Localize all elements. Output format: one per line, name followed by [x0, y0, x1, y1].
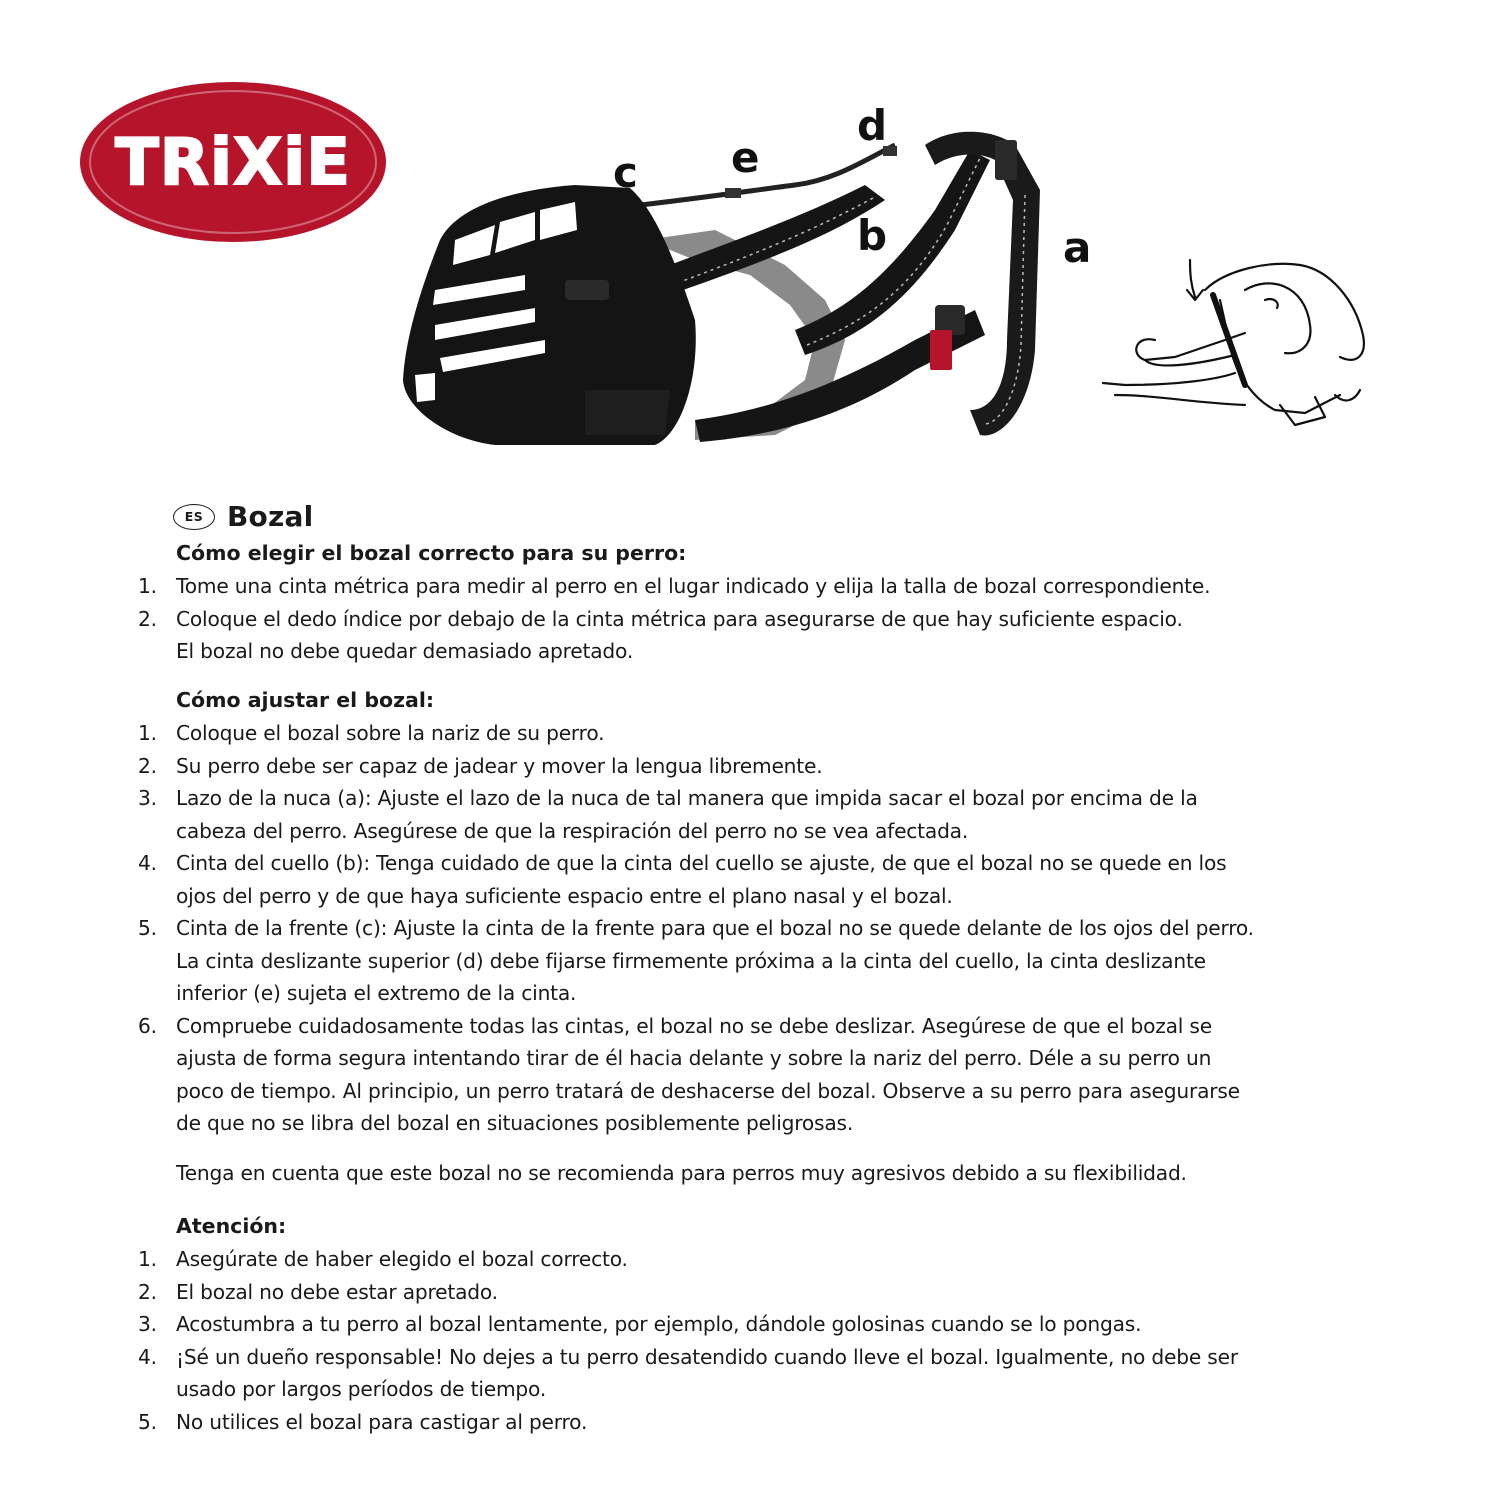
numbered-list — [0, 717, 1500, 1140]
list-item — [0, 1308, 1500, 1341]
list-item-number: 2. — [138, 1279, 157, 1304]
list-item-number: 1. — [138, 1247, 157, 1271]
dog-measuring-sketch — [1095, 245, 1370, 445]
section-attention — [0, 1210, 1500, 1438]
list-item-number: 3. — [138, 1312, 157, 1336]
list-item — [0, 603, 1500, 668]
logo-wordmark: TRiXiE — [115, 126, 351, 200]
section-choose-muzzle — [0, 537, 1500, 668]
section-heading: Atención: — [176, 1214, 287, 1238]
list-item — [0, 912, 1500, 1010]
list-item-number: 1. — [138, 574, 157, 598]
list-item — [0, 570, 1500, 603]
list-item — [0, 1406, 1500, 1439]
muzzle-diagram — [395, 90, 1115, 460]
list-item-number: 2. — [138, 606, 157, 631]
section-heading: Cómo elegir el bozal correcto para su perro: — [176, 541, 687, 565]
list-item-line: La cinta deslizante superior (d) debe fijarse firmemente próxima a la cinta del cuello, la cinta deslizante — [176, 948, 1206, 973]
list-item-line: Su perro debe ser capaz de jadear y mover la lengua libremente. — [176, 753, 823, 778]
label-e: e — [731, 133, 760, 182]
list-item-line: de que no se libra del bozal en situaciones posiblemente peligrosas. — [176, 1111, 854, 1135]
list-item-line: usado por largos períodos de tiempo. — [176, 1377, 547, 1401]
list-item-number: 5. — [138, 916, 157, 940]
list-item-line: No utilices el bozal para castigar al perro. — [176, 1409, 588, 1434]
label-d: d — [857, 101, 888, 150]
label-a: a — [1063, 223, 1092, 272]
numbered-list — [0, 570, 1500, 668]
list-item-line: El bozal no debe quedar demasiado apretado. — [176, 639, 634, 663]
list-item-number: 3. — [138, 786, 157, 810]
numbered-list — [0, 1243, 1500, 1438]
list-item — [0, 717, 1500, 750]
list-item-line: El bozal no debe estar apretado. — [176, 1279, 498, 1304]
list-item-line: Cinta del cuello (b): Tenga cuidado de que la cinta del cuello se ajuste, de que el bozal no se quede en los — [176, 851, 1227, 875]
list-item — [0, 1341, 1500, 1406]
list-item-line: Cinta de la frente (c): Ajuste la cinta de la frente para que el bozal no se quede delante de los ojos del perro. — [176, 916, 1254, 940]
list-item — [0, 1243, 1500, 1276]
list-item-line: Lazo de la nuca (a): Ajuste el lazo de la nuca de tal manera que impida sacar el bozal por encima de la — [176, 786, 1198, 810]
document-title: Bozal — [227, 499, 314, 533]
title-row — [173, 497, 313, 537]
list-item-line: Acostumbra a tu perro al bozal lentamente, por ejemplo, dándole golosinas cuando se lo pongas. — [176, 1312, 1142, 1336]
list-item-line: Asegúrate de haber elegido el bozal correcto. — [176, 1247, 628, 1271]
list-item-line: ¡Sé un dueño responsable! No dejes a tu perro desatendido cuando lleve el bozal. Igualmente, no debe ser — [176, 1344, 1238, 1369]
list-item-line: Coloque el dedo índice por debajo de la cinta métrica para asegurarse de que hay suficiente espacio. — [176, 606, 1183, 631]
section-fit-muzzle — [0, 684, 1500, 1189]
label-b: b — [857, 211, 888, 260]
list-item-line: Tome una cinta métrica para medir al perro en el lugar indicado y elija la talla de bozal correspondiente. — [176, 574, 1211, 598]
list-item-line: poco de tiempo. Al principio, un perro tratará de deshacerse del bozal. Observe a su perro para asegurarse — [176, 1078, 1240, 1103]
list-item — [0, 847, 1500, 912]
label-c: c — [613, 148, 638, 197]
list-item-line: Compruebe cuidadosamente todas las cintas, el bozal no se debe deslizar. Asegúrese de que el bozal se — [176, 1013, 1212, 1038]
list-item-number: 1. — [138, 721, 157, 745]
list-item-number: 4. — [138, 851, 157, 875]
language-badge: ES — [173, 504, 215, 530]
list-item — [0, 782, 1500, 847]
list-item-line: cabeza del perro. Asegúrese de que la respiración del perro no se vea afectada. — [176, 818, 969, 843]
note-text: Tenga en cuenta que este bozal no se recomienda para perros muy agresivos debido a su flexibilidad. — [176, 1160, 1187, 1185]
section-heading: Cómo ajustar el bozal: — [176, 688, 435, 712]
list-item-number: 2. — [138, 753, 157, 778]
list-item-line: Coloque el bozal sobre la nariz de su perro. — [176, 721, 605, 745]
list-item — [0, 1276, 1500, 1309]
list-item-line: inferior (e) sujeta el extremo de la cinta. — [176, 981, 577, 1005]
list-item-line: ajusta de forma segura intentando tirar de él hacia delante y sobre la nariz del perro. Déle a su perro un — [176, 1046, 1212, 1070]
list-item — [0, 750, 1500, 783]
list-item — [0, 1010, 1500, 1140]
list-item-line: ojos del perro y de que haya suficiente espacio entre el plano nasal y el bozal. — [176, 883, 953, 908]
list-item-number: 6. — [138, 1013, 157, 1038]
trixie-logo — [78, 80, 388, 244]
list-item-number: 4. — [138, 1344, 157, 1369]
list-item-number: 5. — [138, 1409, 157, 1434]
